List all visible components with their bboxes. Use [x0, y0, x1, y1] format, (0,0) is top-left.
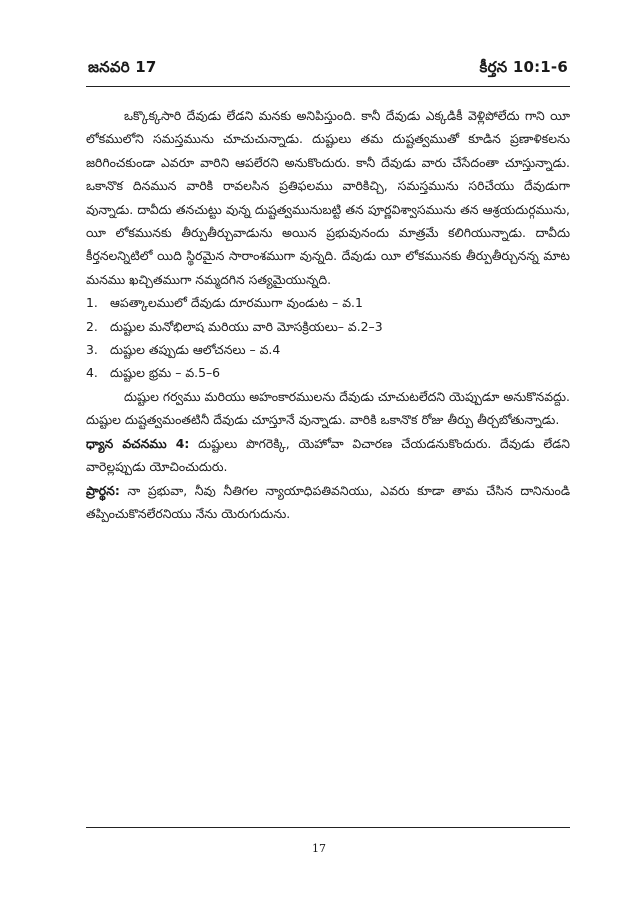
list-item-text: దుష్టుల తప్పుడు ఆలోచనలు – వ.4	[110, 342, 281, 358]
list-item-text: దుష్టుల భ్రమ – వ.5–6	[110, 365, 221, 381]
header-psalm-reference: కీర్తన 10:1-6	[479, 58, 568, 76]
list-item-number: 2.	[86, 318, 98, 334]
list-item-text: ఆపత్కాలములో దేవుడు దూరముగా వుండుట – వ.1	[110, 295, 363, 311]
prayer	[86, 479, 570, 526]
list-item-number: 3.	[86, 342, 98, 358]
prayer-text: నా ప్రభువా, నీవు నీతిగల న్యాయాధిపతివనియు, ఎవరు కూడా తామ చేసిన దానినుండి తప్పించుకొనలేరనియు నేను యెరుగుదును.	[86, 482, 570, 521]
list-item	[86, 338, 570, 361]
meditation-text: దుష్టులు పొగరెక్కి, యెహోవా విచారణ చేయడనుకొందురు. దేవుడు లేడని వారెల్లప్పుడు యోచించుదురు.	[86, 435, 570, 475]
header-date: జనవరి 17	[88, 58, 157, 76]
list-item-number: 1.	[86, 295, 98, 311]
intro-paragraph: ఒక్కొక్కసారి దేవుడు లేడని మనకు అనిపిస్తుంది. కానీ దేవుడు ఎక్కడికీ వెళ్లిపోలేదు గాని యీ లోకములోని సమస్తమును చూచుచున్నాడు. దుష్టులు తమ దుష్టత్వముతో కూడిన ప్రణాళికలను జరిగించకుండా ఎవరూ వారిని ఆపలేరని అనుకొందురు. కానీ దేవుడు వారు చేసేదంతా చూస్తున్నాడు. ఒకానొక దినమున వారికి రావలసిన ప్రతిఫలము వారికిచ్చి, సమస్తమును సరిచేయు దేవుడుగా వున్నాడు. దావీదు తనచుట్టు వున్న దుష్టత్వమునుబట్టి తన పూర్ణవిశ్వాసమును తన ఆశ్రయదుర్గమును, యీ లోకమునకు తీర్పుతీర్చువాడును అయిన ప్రభువునందు మాత్రమే కలిగియున్నాడు. దావీదు కీర్తనలన్నిటిలో యిది స్థిరమైన సారాంశముగా వున్నది. దేవుడు యీ లోకమునకు తీర్పుతీర్చునన్న మాట మనము ఖచ్చితముగా నమ్మదగిన సత్యమైయున్నది.	[86, 108, 570, 287]
meditation-verse	[86, 432, 570, 479]
body-text	[86, 104, 570, 525]
header-rule	[86, 86, 570, 87]
second-paragraph: దుష్టుల గర్వము మరియు అహంకారములను దేవుడు చూచుటలేదని యెప్పుడూ అనుకొనవద్దు. దుష్టుల దుష్టత్వమంతటినీ దేవుడు చూస్తూనే వున్నాడు. వారికి ఒకానొక రోజు తీర్పు తీర్చబోతున్నాడు.	[86, 388, 570, 428]
list-item	[86, 315, 570, 338]
list-item-number: 4.	[86, 365, 98, 381]
page-number: 17	[312, 842, 326, 855]
list-item-text: దుష్టుల మనోభిలాష మరియు వారి మోసక్రియలు– వ.2–3	[110, 318, 383, 334]
list-item	[86, 361, 570, 384]
outline-list	[86, 291, 570, 385]
meditation-label: ధ్యాన వచనము 4:	[86, 435, 190, 451]
footer-rule	[86, 827, 570, 828]
prayer-label: ప్రార్థన:	[86, 482, 120, 498]
list-item	[86, 291, 570, 314]
